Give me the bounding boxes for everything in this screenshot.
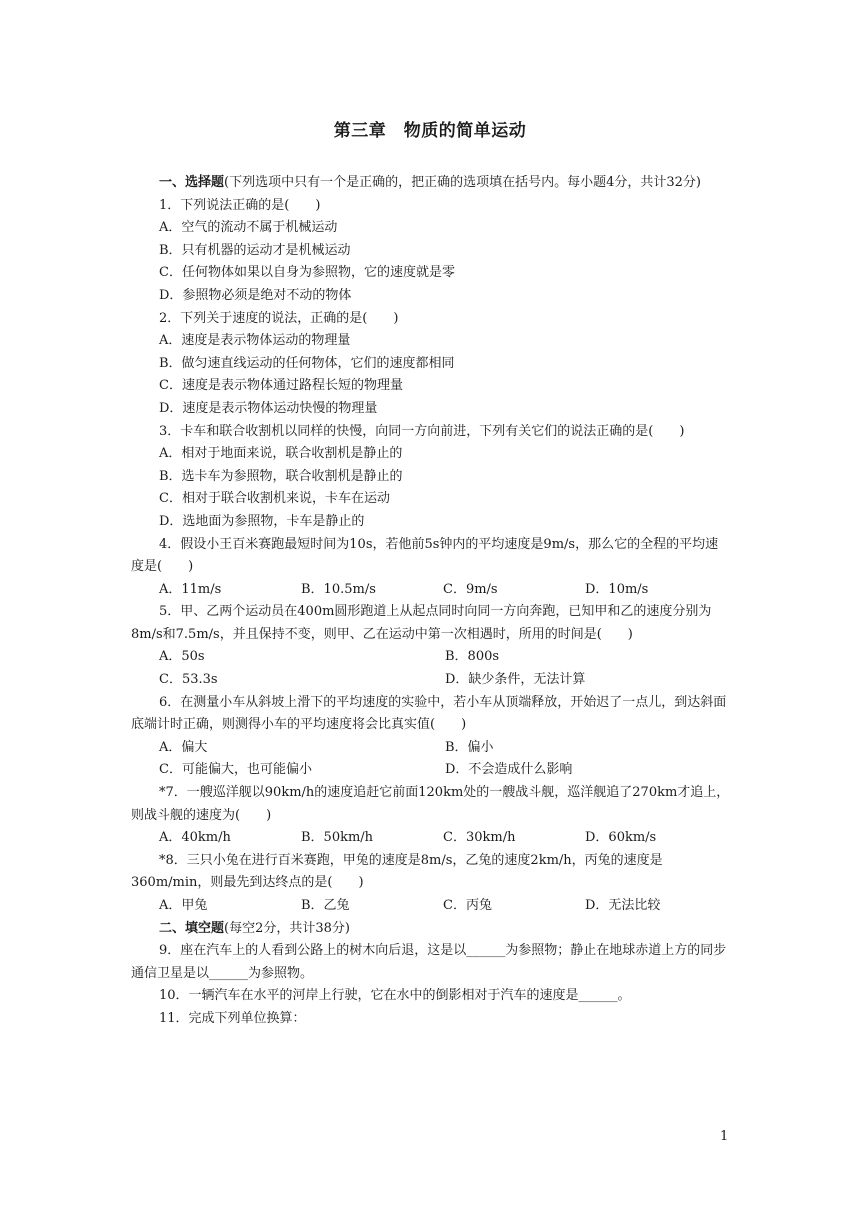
question-stem: 1．下列说法正确的是( ) <box>159 197 321 213</box>
option: C．丙兔 <box>443 898 492 913</box>
option: B．10.5m/s <box>301 581 376 597</box>
option-row <box>131 646 731 669</box>
option: D．10m/s <box>585 581 649 597</box>
section-description: (每空2分，共计38分) <box>224 920 350 936</box>
option: A．11m/s <box>159 581 222 597</box>
option-row <box>131 895 731 918</box>
option: D．选地面为参照物，卡车是静止的 <box>159 513 365 529</box>
question-stem: 9．座在汽车上的人看到公路上的树木向后退，这是以______为参照物；静止在地球赤道上方的同步通信卫星是以______为参照物。 <box>131 943 727 981</box>
question-stem: 5．甲、乙两个运动员在400m圆形跑道上从起点同时向同一方向奔跑，已知甲和乙的速度分别为8m/s和7.5m/s，并且保持不变，则甲、乙在运动中第一次相遇时，所用的时间是( ) <box>131 604 712 642</box>
question-stem: *8．三只小兔在进行百米赛跑，甲兔的速度是8m/s，乙兔的速度2km/h，丙兔的速度是360m/min，则最先到达终点的是( ) <box>131 852 663 891</box>
option-row <box>131 737 731 760</box>
option: D．参照物必须是绝对不动的物体 <box>159 287 352 303</box>
option: A．相对于地面来说，联合收割机是静止的 <box>159 446 403 462</box>
question-stem: *7．一艘巡洋舰以90km/h的速度追赶它前面120km处的一艘战斗舰，巡洋舰追了270km才追上，则战斗舰的速度为( ) <box>131 785 730 823</box>
section-heading-choice <box>131 172 731 195</box>
question-stem: 10．一辆汽车在水平的河岸上行驶，它在水中的倒影相对于汽车的速度是______。 <box>159 988 631 1004</box>
option: C．53.3s <box>159 672 218 688</box>
option: B．800s <box>445 649 500 665</box>
option: D．60km/s <box>585 830 657 846</box>
option: B．50km/h <box>301 830 374 846</box>
option-row <box>131 669 731 692</box>
option: C．9m/s <box>443 581 498 597</box>
question-stem: 4．假设小王百米赛跑最短时间为10s，若他前5s钟内的平均速度是9m/s，那么它的全程的平均速度是( ) <box>131 536 719 575</box>
question-stem: 2．下列关于速度的说法，正确的是( ) <box>159 310 399 326</box>
option-row <box>131 759 731 782</box>
section-heading-fill <box>131 918 731 941</box>
chapter-title: 第三章 物质的简单运动 <box>333 121 527 141</box>
option: C．可能偏大，也可能偏小 <box>159 762 312 778</box>
option: B．只有机器的运动才是机械运动 <box>159 242 351 258</box>
option: C．相对于联合收割机来说，卡车在运动 <box>159 491 390 507</box>
option: A．50s <box>159 649 205 665</box>
option: A．甲兔 <box>159 898 208 913</box>
option: B．偏小 <box>445 739 494 755</box>
option: A．速度是表示物体运动的物理量 <box>159 333 351 349</box>
option-row <box>131 827 731 850</box>
option: C．任何物体如果以自身为参照物，它的速度就是零 <box>159 265 455 281</box>
option: C．30km/h <box>443 830 516 846</box>
section-description: (下列选项中只有一个是正确的，把正确的选项填在括号内。每小题4分，共计32分) <box>224 175 701 190</box>
option: B．选卡车为参照物，联合收割机是静止的 <box>159 468 403 484</box>
page-number: 1 <box>720 1129 729 1144</box>
option: C．速度是表示物体通过路程长短的物理量 <box>159 378 403 394</box>
option: A．偏大 <box>159 739 208 755</box>
section-label: 二、填空题 <box>159 920 225 936</box>
option-row <box>131 579 731 602</box>
document-body <box>131 172 731 1031</box>
option: A．空气的流动不属于机械运动 <box>159 220 338 236</box>
option: D．缺少条件，无法计算 <box>445 672 586 688</box>
option: D．不会造成什么影响 <box>445 762 573 778</box>
question-stem: 6．在测量小车从斜坡上滑下的平均速度的实验中，若小车从顶端释放，开始迟了一点儿，到达斜面底端计时正确，则测得小车的平均速度将会比真实值( ) <box>131 694 727 733</box>
option: D．速度是表示物体运动快慢的物理量 <box>159 400 378 416</box>
question-stem: 3．卡车和联合收割机以同样的快慢，向同一方向前进，下列有关它们的说法正确的是( ) <box>159 423 685 439</box>
option: D．无法比较 <box>585 898 661 913</box>
section-label: 一、选择题 <box>159 175 225 190</box>
option: A．40km/h <box>159 830 231 846</box>
question-stem: 11．完成下列单位换算： <box>159 1010 306 1026</box>
option: B．做匀速直线运动的任何物体，它们的速度都相同 <box>159 355 455 371</box>
option: B．乙兔 <box>301 898 350 913</box>
